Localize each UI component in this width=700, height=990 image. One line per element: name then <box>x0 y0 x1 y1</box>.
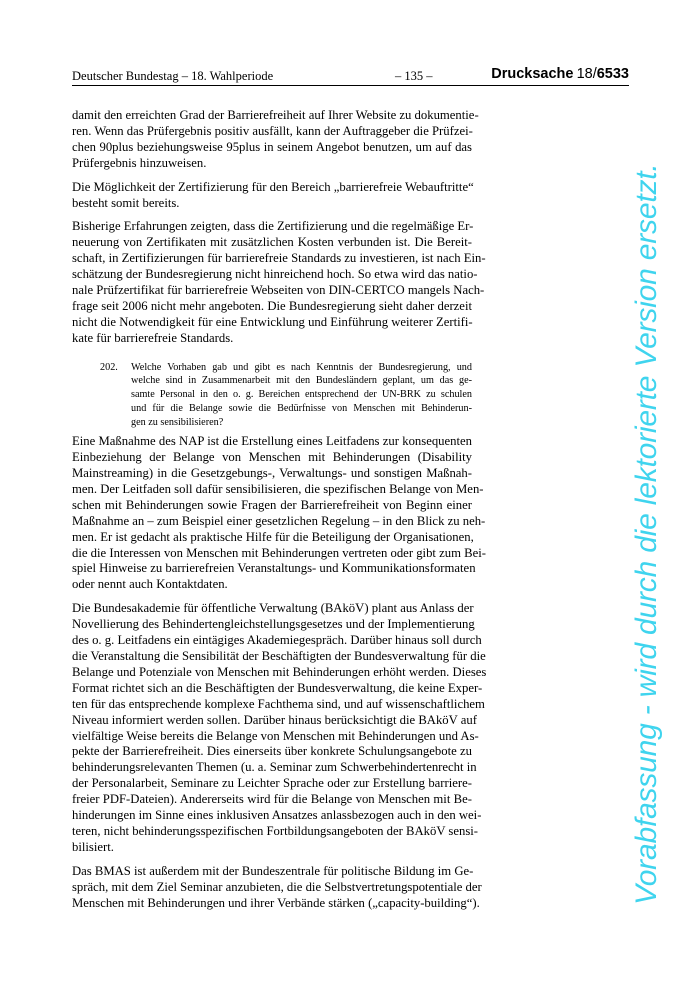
drucksache-id: 6533 <box>596 66 629 82</box>
page-number: – 135 – <box>395 69 433 83</box>
text-line: Einbeziehung der Belange von Menschen mit Behinderungen (Disability <box>72 450 472 465</box>
text-line: Prüfergebnis hinzuweisen. <box>72 155 207 170</box>
question-line: Welche Vorhaben gab und gibt es nach Kenntnis der Bundesregierung, und <box>131 361 472 373</box>
text-line: Novellierung des Behindertengleichstellungsgesetzes und der Implementierung <box>72 617 475 632</box>
text-line: Belange und Potenziale von Menschen mit Behinderungen erhöht werden. Dieses <box>72 664 487 679</box>
text-line: freier PDF-Dateien). Andererseits wird für die Belange von Menschen mit Be- <box>72 792 472 807</box>
header-rule <box>72 85 629 86</box>
question-line: und für die Belange sowie die Bedürfnisse von Menschen mit Behinderun- <box>131 402 472 414</box>
text-line: Niveau informiert werden sollen. Darüber hinaus berücksichtigt die BAköV auf <box>72 712 477 727</box>
drucksache-number <box>577 66 629 82</box>
text-line: chen 90plus beziehungsweise 95plus in seinem Angebot benutzen, um auf das <box>72 139 472 154</box>
paragraph <box>72 601 487 856</box>
text-line: der Personalarbeit, Seminare zu Leichter Sprache oder zur Erstellung barriere- <box>72 776 472 791</box>
text-line: spiel Hinweise zu barrierefreien Veranstaltungs- und Kommunikationsformaten <box>72 561 476 576</box>
drucksache-prefix: 18/ <box>576 66 597 82</box>
paragraph <box>72 863 482 912</box>
text-line: kate für barrierefreie Standards. <box>72 330 234 345</box>
paragraph <box>72 219 486 346</box>
text-line: Die Bundesakademie für öffentliche Verwaltung (BAköV) plant aus Anlass der <box>72 601 474 616</box>
question-line: samte Personal in den o. g. Bereichen entsprechend der UN-BRK zu schulen <box>131 389 472 401</box>
text-line: die Veranstaltung die Sensibilität der Beschäftigten der Bundesverwaltung für die <box>72 648 486 663</box>
text-line: des o. g. Leitfadens ein eintägiges Akademiegespräch. Darüber hinaus soll durch <box>72 633 482 648</box>
text-line: Bisherige Erfahrungen zeigten, dass die Zertifizierung und die regelmäßige Er- <box>72 219 474 234</box>
text-line: men. Der Leitfaden soll dafür sensibilisieren, die spezifischen Belange von Men- <box>72 481 484 496</box>
text-line: Mainstreaming) in die Gesetzgebungs-, Verwaltungs- und sonstigen Maßnah- <box>72 466 472 481</box>
body-text <box>72 108 487 919</box>
text-line: pekte der Barrierefreiheit. Dies einerseits über konkrete Schulungsangebote zu <box>72 744 472 759</box>
text-line: Das BMAS ist außerdem mit der Bundeszentrale für politische Bildung im Ge- <box>72 863 474 878</box>
text-line: schaft, in Zertifizierungen für barrierefreie Standards zu investieren, ist nach Ein- <box>72 251 486 266</box>
paragraph <box>72 434 486 593</box>
text-line: Maßnahme an – zum Beispiel einer gesetzlichen Regelung – in den Blick zu neh- <box>72 513 486 528</box>
paragraph <box>72 108 479 172</box>
text-line: besteht somit bereits. <box>72 195 180 210</box>
text-line: men. Er ist gedacht als praktische Hilfe für die Beteiligung der Organisationen, <box>72 529 474 544</box>
text-line: schätzung der Bundesregierung nicht hinreichend hoch. So etwa wird das natio- <box>72 267 478 282</box>
text-line: teren, nicht behinderungsspezifischen Fortbildungsangeboten der BAköV sensi- <box>72 823 479 838</box>
text-line: oder nennt auch Kontaktdaten. <box>72 577 228 592</box>
page-header <box>72 66 629 86</box>
text-line: Eine Maßnahme des NAP ist die Erstellung eines Leitfadens zur konsequenten <box>72 434 472 449</box>
text-line: bilisiert. <box>72 839 114 854</box>
text-line: damit den erreichten Grad der Barrierefreiheit auf Ihrer Website zu dokumentie- <box>72 108 479 122</box>
text-line: Format richtet sich an die Beschäftigten der Bundesverwaltung, die keine Exper- <box>72 680 483 695</box>
question-line: welche sind in Zusammenarbeit mit den Bundesländern geplant, um das ge- <box>131 375 472 387</box>
drucksache-reference <box>491 66 629 82</box>
watermark-text: Vorabfassung - wird durch die lektorierte Version ersetzt. <box>630 163 663 905</box>
text-line: hinderungen im Sinne eines inklusiven Ansatzes anlassbezogen auch in den wei- <box>72 808 482 823</box>
question-line: gen zu sensibilisieren? <box>131 416 224 428</box>
text-line: vielfältige Weise bereits die Belange von Menschen mit Behinderungen und As- <box>72 728 479 743</box>
text-line: Die Möglichkeit der Zertifizierung für den Bereich „barrierefreie Webauftritte“ <box>72 179 474 194</box>
text-line: nale Prüfzertifikat für barrierefreie Webseiten von DIN-CERTCO mangels Nach- <box>72 283 485 298</box>
text-line: neuerung von Zertifikaten mit zusätzlichen Kosten verbunden ist. Die Bereit- <box>72 235 472 250</box>
question-block <box>72 361 472 430</box>
text-line: ten für das entsprechende komplexe Fachthema sind, und auf wissenschaftlichem <box>72 696 485 711</box>
answer-paragraphs-before <box>72 108 486 347</box>
text-line: die die Interessen von Menschen mit Behinderungen vertreten oder gibt zum Bei- <box>72 545 486 560</box>
drucksache-label: Drucksache <box>491 66 574 82</box>
question-text <box>131 361 472 430</box>
answer-paragraphs-after <box>72 434 487 911</box>
text-line: spräch, mit dem Ziel Seminar anzubieten, die die Selbstvertretungspotentiale der <box>72 879 482 894</box>
paragraph <box>72 180 472 212</box>
text-line: frage seit 2006 nicht mehr angeboten. Die Bundesregierung sieht daher derzeit <box>72 298 472 313</box>
text-line: behinderungsrelevanten Themen (u. a. Seminar zum Schwerbehindertenrecht in <box>72 760 477 775</box>
text-line: nicht die Notwendigkeit für eine Entwicklung und Einführung weiterer Zertifi- <box>72 314 473 329</box>
text-line: schen mit Behinderungen sowie Fragen der Barrierefreiheit von Beginn einer <box>72 497 472 512</box>
header-parliament: Deutscher Bundestag – 18. Wahlperiode <box>72 69 274 83</box>
question-number: 202. <box>100 361 118 373</box>
text-line: ren. Wenn das Prüfergebnis positiv ausfällt, kann der Auftraggeber die Prüfzei- <box>72 123 473 138</box>
text-line: Menschen mit Behinderungen und ihrer Verbände stärken („capacity-building“). <box>72 895 480 910</box>
